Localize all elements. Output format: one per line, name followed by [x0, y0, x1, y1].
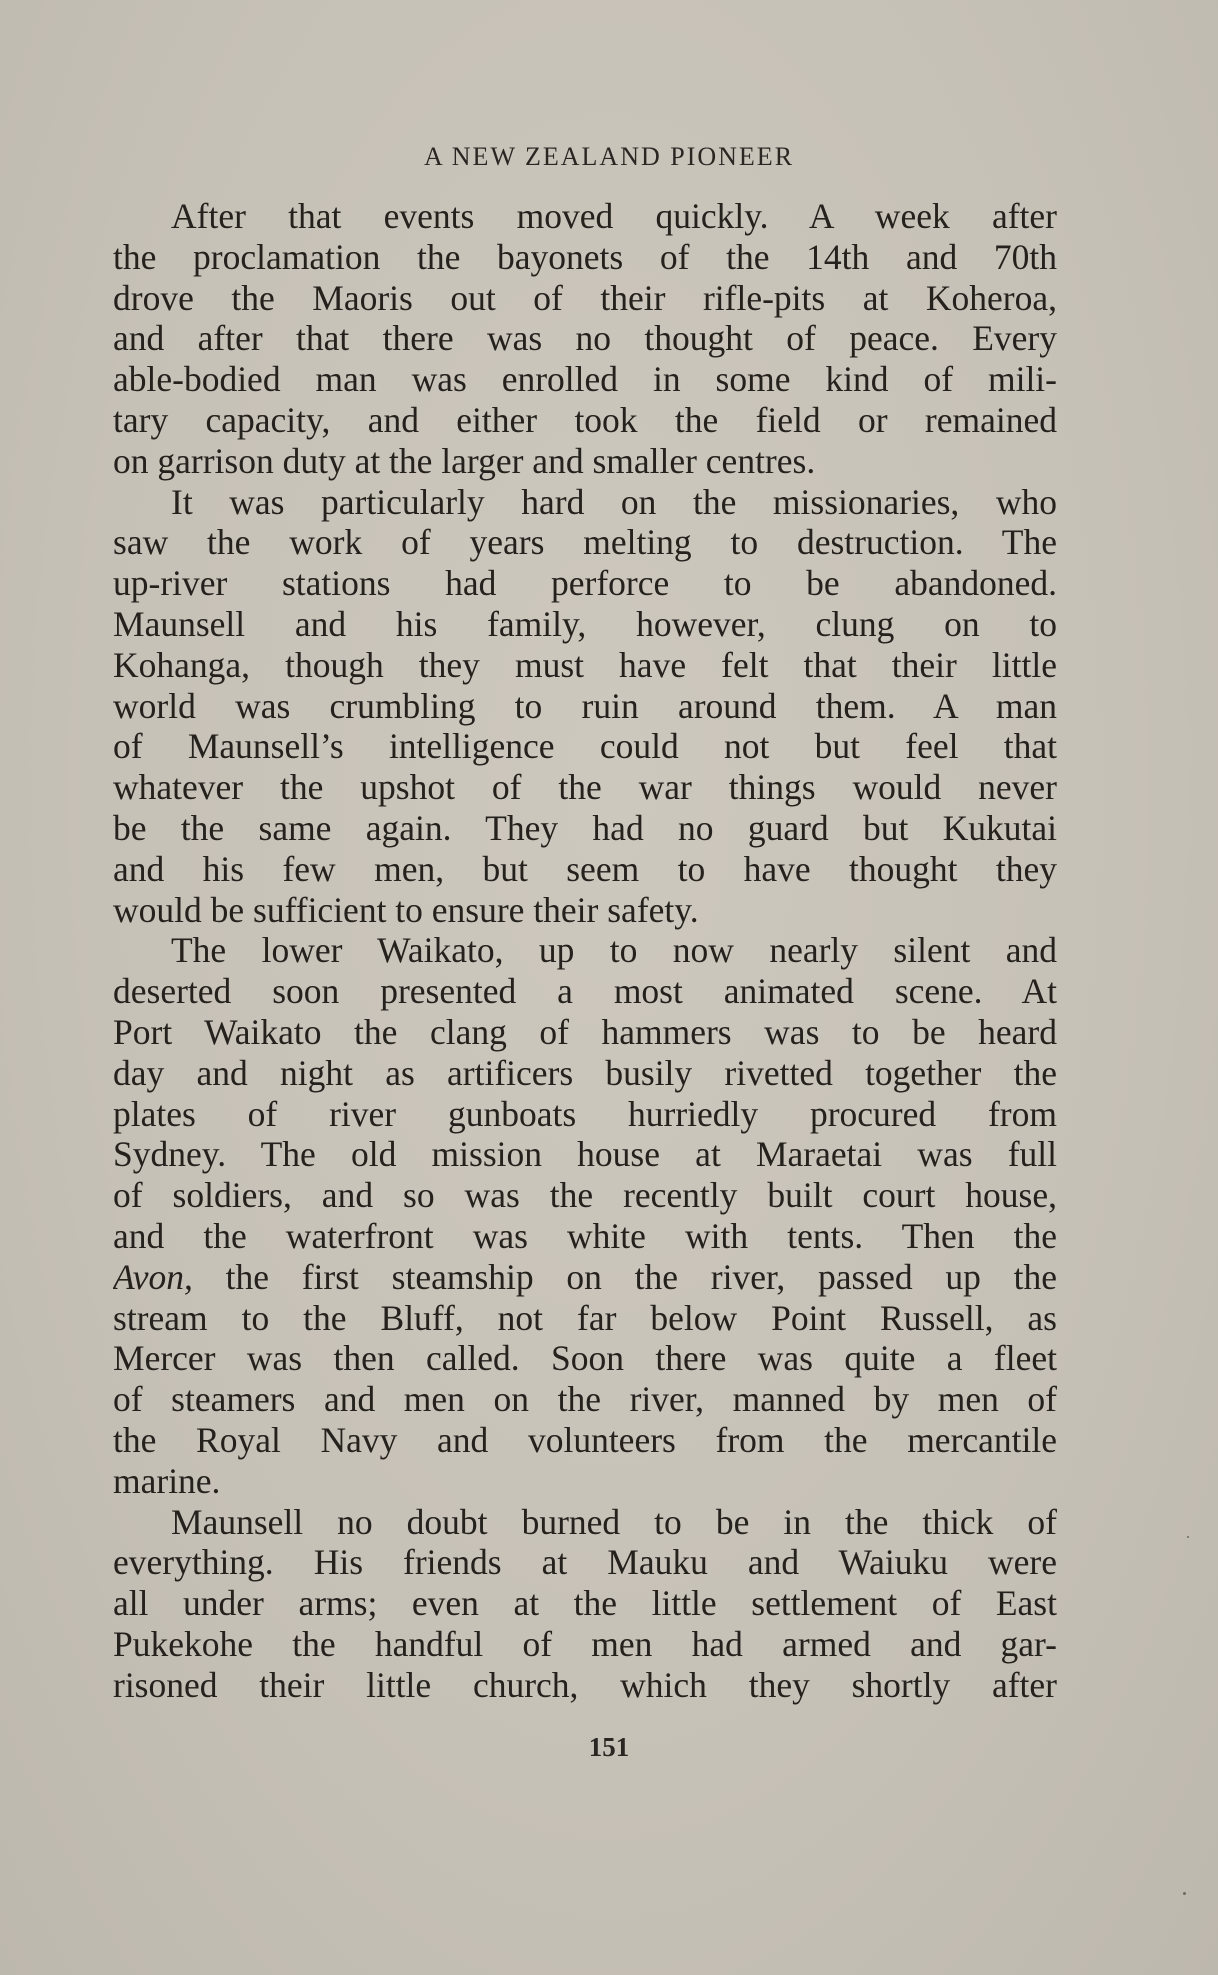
- line-text: the proclamation the bayonets of the 14th and 70th: [113, 236, 1057, 277]
- line-text: saw the work of years melting to destruction. The: [113, 522, 1057, 563]
- text-line: [113, 441, 1057, 482]
- line-text: up-river stations had perforce to be abandoned.: [113, 563, 1057, 604]
- line-text: Mercer was then called. Soon there was quite a fleet: [113, 1338, 1057, 1379]
- line-text: would be sufficient to ensure their safety.: [113, 889, 699, 930]
- line-text: stream to the Bluff, not far below Point Russell, as: [113, 1297, 1057, 1338]
- text-line: [113, 196, 1057, 237]
- paper-speck: [1183, 1892, 1186, 1895]
- line-text: The lower Waikato, up to now nearly silent and: [171, 930, 1057, 971]
- text-line: [113, 1665, 1057, 1706]
- line-text: of Maunsell’s intelligence could not but feel that: [113, 726, 1057, 767]
- text-line: [113, 237, 1057, 278]
- line-text-continued: the first steamship on the river, passed up the: [192, 1256, 1057, 1297]
- text-line: [113, 1053, 1057, 1094]
- paper-speck: [1187, 1536, 1189, 1538]
- line-text: Maunsell no doubt burned to be in the thick of: [171, 1501, 1057, 1542]
- line-text: and his few men, but seem to have thought they: [113, 848, 1057, 889]
- line-text: and after that there was no thought of peace. Every: [113, 318, 1057, 359]
- text-line: [113, 1216, 1057, 1257]
- line-text: able-bodied man was enrolled in some kind of mili-: [113, 359, 1057, 400]
- line-text: of soldiers, and so was the recently built court house,: [113, 1175, 1057, 1216]
- line-text: Kohanga, though they must have felt that their little: [113, 644, 1057, 685]
- text-line: [113, 1257, 1057, 1298]
- line-text: of steamers and men on the river, manned by men of: [113, 1379, 1057, 1420]
- text-line: [113, 522, 1057, 563]
- line-text: Pukekohe the handful of men had armed and gar-: [113, 1623, 1057, 1664]
- line-text: marine.: [113, 1460, 221, 1501]
- text-line: [113, 1134, 1057, 1175]
- line-text: the Royal Navy and volunteers from the mercantile: [113, 1419, 1057, 1460]
- line-text: be the same again. They had no guard but Kukutai: [113, 807, 1057, 848]
- text-line: [113, 1298, 1057, 1339]
- line-text: whatever the upshot of the war things would never: [113, 767, 1057, 808]
- line-text: and the waterfront was white with tents. Then the: [113, 1215, 1057, 1256]
- text-line: [113, 808, 1057, 849]
- text-line: [113, 971, 1057, 1012]
- text-line: [113, 563, 1057, 604]
- text-line: [113, 849, 1057, 890]
- line-text: tary capacity, and either took the field or remained: [113, 399, 1057, 440]
- ship-name-italic: Avon,: [113, 1256, 193, 1297]
- line-text: Sydney. The old mission house at Maraetai was full: [113, 1134, 1057, 1175]
- text-line: [113, 1012, 1057, 1053]
- text-line: [113, 1379, 1057, 1420]
- line-text: all under arms; even at the little settlement of East: [113, 1583, 1057, 1624]
- line-text: After that events moved quickly. A week after: [171, 196, 1057, 236]
- text-line: [113, 278, 1057, 319]
- text-line: [113, 318, 1057, 359]
- text-line: [113, 1583, 1057, 1624]
- line-text: on garrison duty at the larger and smaller centres.: [113, 440, 816, 481]
- text-line: [113, 645, 1057, 686]
- text-line: [113, 1420, 1057, 1461]
- text-line: [113, 400, 1057, 441]
- text-line: [113, 1502, 1057, 1543]
- text-line: [113, 930, 1057, 971]
- line-text: Port Waikato the clang of hammers was to be heard: [113, 1011, 1057, 1052]
- line-text: drove the Maoris out of their rifle-pits at Koheroa,: [113, 277, 1057, 318]
- line-text: Maunsell and his family, however, clung on to: [113, 603, 1057, 644]
- line-text: plates of river gunboats hurriedly procured from: [113, 1093, 1057, 1134]
- text-line: [113, 1338, 1057, 1379]
- text-line: [113, 1542, 1057, 1583]
- line-text: It was particularly hard on the missionaries, who: [171, 481, 1057, 522]
- line-text: day and night as artificers busily rivetted together the: [113, 1052, 1057, 1093]
- line-text: everything. His friends at Mauku and Waiuku were: [113, 1542, 1057, 1583]
- text-line: [113, 1624, 1057, 1665]
- body-text: [113, 196, 1057, 1705]
- text-line: [113, 890, 1057, 931]
- text-line: [113, 1175, 1057, 1216]
- line-text: deserted soon presented a most animated scene. At: [113, 971, 1057, 1012]
- text-line: [113, 1094, 1057, 1135]
- text-line: [113, 726, 1057, 767]
- text-line: [113, 1461, 1057, 1502]
- text-line: [113, 482, 1057, 523]
- line-text: risoned their little church, which they shortly after: [113, 1664, 1057, 1705]
- line-text: world was crumbling to ruin around them. A man: [113, 685, 1057, 726]
- text-line: [113, 767, 1057, 808]
- page-number: 151: [588, 1732, 630, 1762]
- text-line: [113, 686, 1057, 727]
- text-line: [113, 359, 1057, 400]
- running-head: A NEW ZEALAND PIONEER: [423, 142, 795, 171]
- text-line: [113, 604, 1057, 645]
